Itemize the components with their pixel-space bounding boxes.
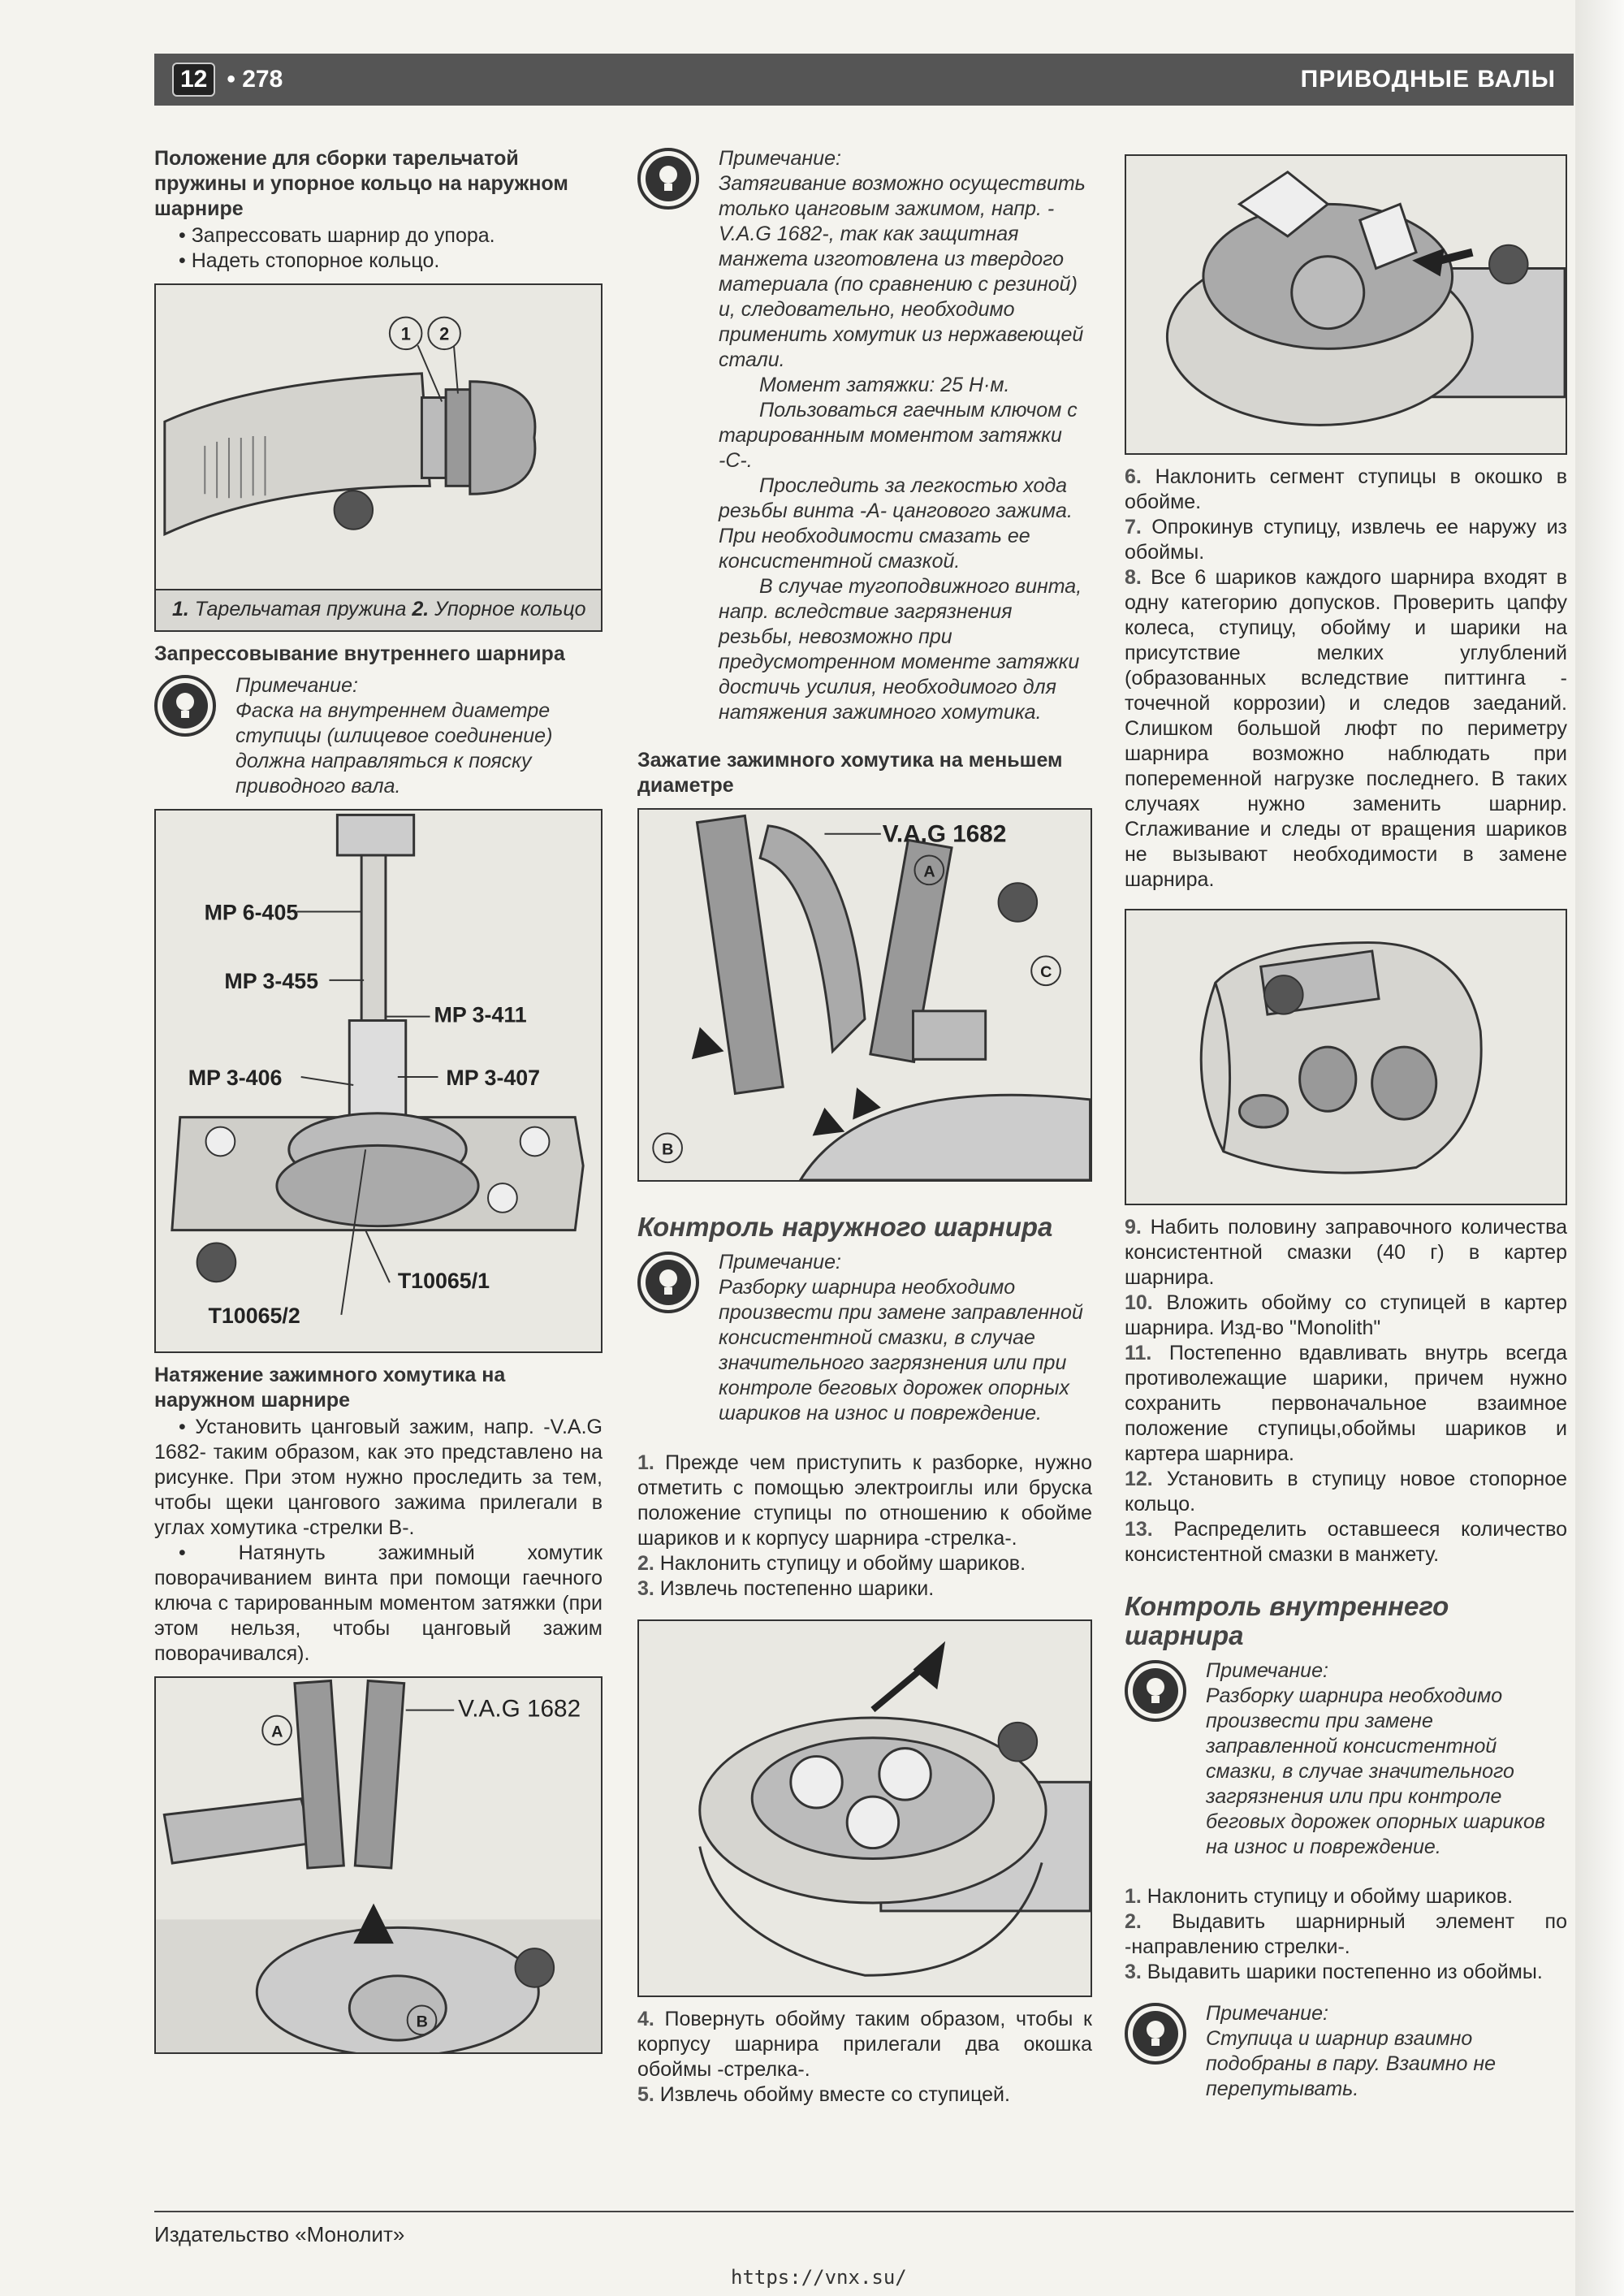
step-10 [1125, 1291, 1567, 1341]
label-a: A [271, 1723, 283, 1741]
page-footer [154, 2211, 1574, 2247]
note-matched-pair [1125, 2001, 1567, 2102]
label-mp3411: MP 3-411 [434, 1002, 527, 1027]
step-number: 11. [1125, 1342, 1152, 1364]
figure-caption-1 [154, 590, 603, 632]
step-text: Набить половину заправочного количества консистентной смазки (40 г) в картер шарнира. [1125, 1216, 1567, 1289]
step-text: Наклонить сегмент ступицы в окошко в обойме. [1125, 465, 1567, 513]
cap-t2: Упорное кольцо [429, 598, 586, 620]
note-text: Разборку шарнира необходимо произвести при замене заправленной консистентной смазки, в случае значительного загрязнения или при контроле беговых дорожек опорных шариков на износ и повреждение. [1206, 1684, 1545, 1858]
label-mp3455: MP 3-455 [224, 968, 319, 993]
label-b: B [416, 2013, 428, 2031]
step-number: 3. [1125, 1961, 1142, 1983]
label-mp3407: MP 3-407 [446, 1065, 541, 1090]
figure-cage-window [1125, 154, 1567, 455]
chapter-badge: 12 [172, 63, 215, 97]
note-stiff-screw: В случае тугоподвижного винта, напр. вследствие загрязнения резьбы, невозможно при предусмотренном моменте затяжки достичь усилия, необходимого для натяжения зажимного хомутика. [719, 575, 1082, 724]
page-header [154, 54, 1574, 106]
step-3 [637, 1576, 1092, 1602]
figure-clamp-outer [154, 1676, 603, 2054]
figure-clamp-small [637, 808, 1092, 1182]
note-wrench: Пользоваться гаечным ключом с тарированным моментом затяжки -С-. [719, 399, 1078, 472]
note-title: Примечание: [235, 674, 358, 697]
column-3 [1125, 154, 1567, 2108]
step-5 [637, 2082, 1092, 2108]
step-text: Выдавить шарнирный элемент по -направлению стрелки-. [1125, 1910, 1567, 1958]
step-text: Установить в ступицу новое стопорное кольцо. [1125, 1468, 1567, 1516]
label-mp3406: MP 3-406 [188, 1065, 283, 1090]
step-number: 6. [1125, 465, 1142, 488]
step-9 [1125, 1215, 1567, 1291]
label-a: A [923, 863, 935, 881]
bullet-circlip: • Надеть стопорное кольцо. [179, 249, 440, 272]
step-text: Выдавить шарики постепенно из обоймы. [1141, 1961, 1543, 1983]
note-title: Примечание: [719, 1251, 841, 1273]
inner-step-3 [1125, 1960, 1567, 1985]
lightbulb-icon [637, 1252, 699, 1313]
lightbulb-icon [1125, 2003, 1186, 2065]
lightbulb-icon [154, 675, 216, 737]
label-c: C [1040, 963, 1052, 982]
column-2 [637, 146, 1092, 2108]
bullet-press-joint: • Запрессовать шарнир до упора. [179, 224, 495, 247]
heading-spring-position: Положение для сборки тарельчатой пружины и упорное кольцо на наружном шарнире [154, 147, 568, 220]
step-2 [637, 1551, 1092, 1576]
label-b: B [662, 1140, 674, 1159]
step-number: 7. [1125, 516, 1142, 538]
step-8 [1125, 565, 1567, 893]
cap-n1: 1. [172, 598, 189, 620]
step-text: Прежде чем приступить к разборке, нужно отметить с помощью электроиглы или бруска положение ступицы по отношению к обойме шариков и к корпусу шарнира -стрелка-. [637, 1451, 1092, 1550]
step-12 [1125, 1467, 1567, 1517]
heading-check-outer: Контроль наружного шарнира [637, 1212, 1053, 1242]
cap-n2: 2. [412, 598, 430, 620]
note-title: Примечание: [1206, 2002, 1328, 2025]
note-screw-thread: Проследить за легкостью хода резьбы винта -А- цангового зажима. При необходимости смазать ее консистентной смазкой. [719, 474, 1073, 573]
header-left [172, 63, 283, 97]
note-text: Разборку шарнира необходимо произвести при замене заправленной консистентной смазки, в случае значительного загрязнения или при контроле беговых дорожек опорных шариков на износ и повреждение. [719, 1276, 1083, 1425]
column-1 [154, 146, 603, 2064]
step-text: Все 6 шариков каждого шарнира входят в одну категорию допусков. Проверить цапфу колеса, ступицу, обойму и шарики на присутствие мелких углублений (образованных вследствие питтинга - точечной коррозии) и следов заеданий. Слишком большой люфт по периметру шарнира возможно наблюдать при попеременной нагрузке последнего. В таких случаях нужно заменить шарнир. Сглаживание и следы от вращения шариков не вызывают необходимости в замене шарнира. [1125, 566, 1567, 891]
step-number: 10. [1125, 1291, 1153, 1314]
step-7 [1125, 515, 1567, 565]
step-text: Извлечь постепенно шарики. [654, 1577, 935, 1600]
step-number: 2. [1125, 1910, 1142, 1933]
publisher-logo-icon [999, 1723, 1038, 1762]
step-text: Извлечь обойму вместе со ступицей. [654, 2083, 1010, 2106]
cage-hub-illustration [1126, 910, 1566, 1204]
heading-press-inner: Запрессовывание внутреннего шарнира [154, 642, 565, 665]
page-edge [1575, 0, 1624, 2296]
step-11 [1125, 1341, 1567, 1467]
label-t10065-2: T10065/2 [208, 1303, 300, 1328]
publisher-logo-icon [999, 883, 1038, 922]
note-chamfer [154, 673, 603, 799]
publisher-logo-icon [1489, 245, 1527, 283]
label-vag1682: V.A.G 1682 [458, 1695, 581, 1723]
step-number: 1. [1125, 1885, 1142, 1908]
lightbulb-icon [1125, 1660, 1186, 1722]
shaft-illustration [156, 285, 601, 589]
note-inner-disassembly [1125, 1658, 1567, 1860]
step-text: Распределить оставшееся количество консистентной смазки в манжету. [1125, 1518, 1567, 1566]
label-mp6405: MP 6-405 [204, 900, 299, 925]
publisher-name: Издательство «Монолит» [154, 2222, 405, 2246]
step-text: Постепенно вдавливать внутрь всегда противолежащие шарики, причем нужно сохранить первоначальное взаимное положение ступицы,обоймы шариков и картера шарнира. [1125, 1342, 1567, 1465]
press-tools-illustration [156, 811, 601, 1351]
step-number: 12. [1125, 1468, 1153, 1490]
figure-remove-balls [637, 1619, 1092, 1997]
step-number: 4. [637, 2008, 654, 2030]
step-number: 9. [1125, 1216, 1142, 1239]
note-text: Ступица и шарнир взаимно подобраны в пару. Взаимно не перепутывать. [1206, 2027, 1497, 2100]
inner-step-2 [1125, 1909, 1567, 1960]
step-6 [1125, 465, 1567, 515]
source-url-link[interactable]: https://vnx.su/ [731, 2266, 907, 2289]
publisher-logo-icon [197, 1243, 236, 1282]
note-title: Примечание: [1206, 1659, 1328, 1682]
remove-balls-illustration [639, 1621, 1091, 1995]
figure-spring-ring [154, 283, 603, 590]
label-t10065-1: T10065/1 [397, 1269, 490, 1294]
note-torque: Момент затяжки: 25 Н·м. [759, 374, 1010, 396]
fig1-label-1: 1 [400, 323, 411, 344]
heading-clamp-outer: Натяжение зажимного хомутика на наружном шарнире [154, 1364, 506, 1412]
step-text: Наклонить ступицу и обойму шариков. [1141, 1885, 1514, 1908]
bullet-tighten-clamp: • Натянуть зажимный хомутик поворачиванием винта при помощи гаечного ключа с тарированным моментом затяжки (при этом нельзя, чтобы цанговый зажим поворачивался). [154, 1541, 603, 1665]
note-title: Примечание: [719, 147, 841, 170]
step-number: 5. [637, 2083, 654, 2106]
bullet-install-clamp: • Установить цанговый зажим, напр. -V.A.G 1682- таким образом, как это представлено на рисунке. При этом нужно проследить за тем, чтобы щеки цангового зажима прилегали в углах хомутика -стрелки В-. [154, 1416, 603, 1539]
step-number: 1. [637, 1451, 654, 1474]
clamp-outer-illustration [156, 1678, 601, 2052]
cap-t1: Тарельчатая пружина [188, 598, 412, 620]
cage-window-illustration [1126, 156, 1566, 453]
publisher-logo-icon [335, 491, 373, 529]
step-13 [1125, 1517, 1567, 1567]
step-text: Наклонить ступицу и обойму шариков. [654, 1552, 1026, 1575]
step-number: 13. [1125, 1518, 1153, 1541]
step-number: 3. [637, 1577, 654, 1600]
note-text: Затягивание возможно осуществить только цанговым зажимом, напр. -V.A.G 1682-, так как защитная манжета изготовлена из твердого материала (по сравнению с резиной) и, следовательно, необходимо применить хомутик из нержавеющей стали. [719, 172, 1086, 371]
step-number: 2. [637, 1552, 654, 1575]
lightbulb-icon [637, 148, 699, 210]
publisher-logo-icon [516, 1948, 555, 1987]
step-4 [637, 2007, 1092, 2082]
note-text: Фаска на внутреннем диаметре ступицы (шлицевое соединение) должна направляться к пояску приводного вала. [235, 699, 553, 798]
publisher-logo-icon [1264, 975, 1302, 1014]
step-1 [637, 1451, 1092, 1551]
label-vag1682: V.A.G 1682 [882, 820, 1007, 848]
step-text: Опрокинув ступицу, извлечь ее наружу из обоймы. [1125, 516, 1567, 564]
step-number: 8. [1125, 566, 1142, 589]
figure-cage-hub [1125, 909, 1567, 1205]
page-number: • 278 [227, 66, 283, 93]
fig1-label-2: 2 [439, 323, 450, 344]
step-text: Повернуть обойму таким образом, чтобы к корпусу шарнира прилегали два окошка обоймы -стрелка-. [637, 2008, 1092, 2081]
inner-step-1 [1125, 1884, 1567, 1909]
section-title: ПРИВОДНЫЕ ВАЛЫ [1300, 66, 1556, 93]
heading-clamp-small: Зажатие зажимного хомутика на меньшем диаметре [637, 749, 1063, 797]
clamp-small-illustration [639, 810, 1091, 1180]
note-tightening [637, 146, 1092, 725]
step-text: Вложить обойму со ступицей в картер шарнира. Изд-во "Monolith" [1125, 1291, 1567, 1339]
note-disassembly [637, 1250, 1092, 1426]
figure-press-tools [154, 809, 603, 1353]
heading-check-inner: Контроль внутреннего шарнира [1125, 1591, 1449, 1650]
